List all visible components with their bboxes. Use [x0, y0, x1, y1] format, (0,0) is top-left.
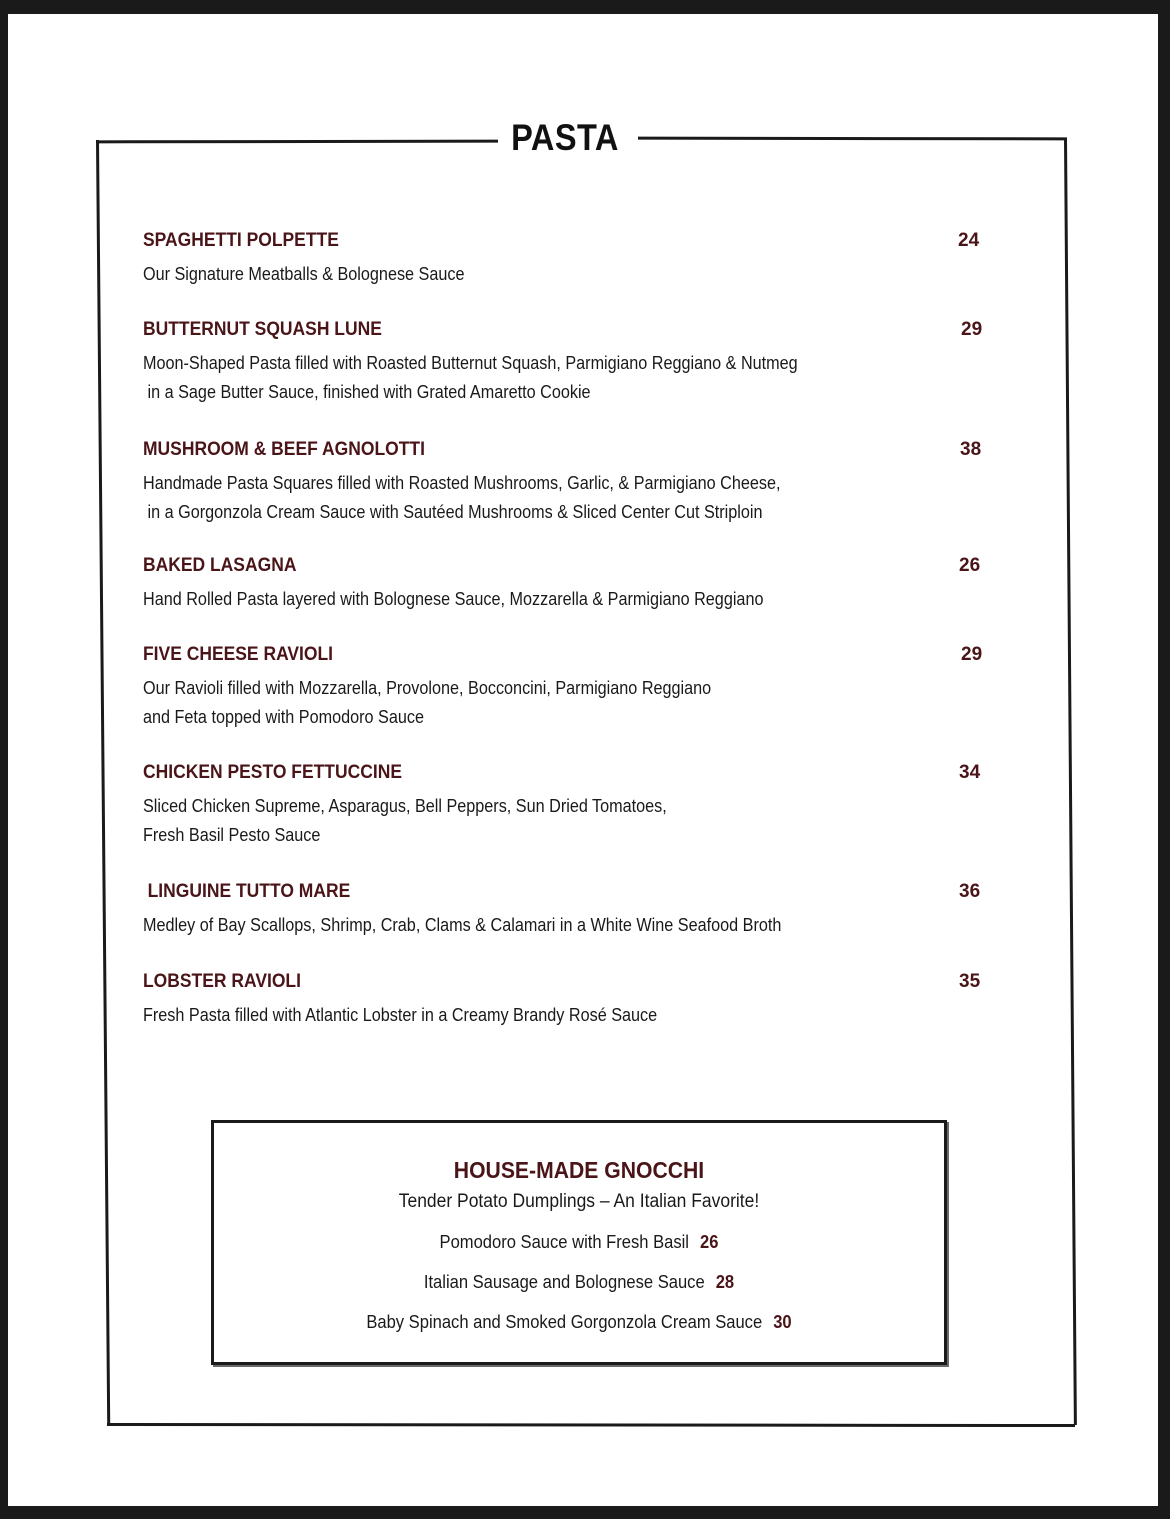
gnocchi-option	[243, 1309, 915, 1335]
gnocchi-section	[211, 1120, 947, 1365]
item-name: MUSHROOM & BEEF AGNOLOTTI	[143, 439, 425, 460]
description-line: Sliced Chicken Supreme, Asparagus, Bell Peppers, Sun Dried Tomatoes,	[143, 796, 667, 816]
item-name: FIVE CHEESE RAVIOLI	[143, 644, 334, 665]
item-price: 35	[959, 971, 981, 992]
item-description	[143, 349, 899, 407]
item-name: SPAGHETTI POLPETTE	[143, 230, 339, 251]
item-description	[143, 469, 899, 527]
menu-item	[143, 439, 983, 527]
description-line: Handmade Pasta Squares filled with Roasted Mushrooms, Garlic, & Parmigiano Cheese,	[143, 473, 781, 493]
item-price: 29	[961, 644, 983, 665]
menu-item	[143, 971, 983, 1030]
item-price: 36	[959, 881, 981, 902]
gnocchi-option	[243, 1269, 915, 1295]
item-description	[143, 792, 899, 850]
gnocchi-option-label: Italian Sausage and Bolognese Sauce	[423, 1272, 705, 1292]
gnocchi-option-label: Baby Spinach and Smoked Gorgonzola Cream Sauce	[366, 1312, 763, 1332]
menu-item	[143, 881, 983, 940]
description-line: Hand Rolled Pasta layered with Bolognese Sauce, Mozzarella & Parmigiano Reggiano	[143, 589, 764, 609]
item-name: BAKED LASAGNA	[143, 555, 297, 576]
gnocchi-option-price: 26	[700, 1232, 719, 1252]
gnocchi-option-label: Pomodoro Sauce with Fresh Basil	[439, 1232, 689, 1252]
item-name: LINGUINE TUTTO MARE	[147, 881, 351, 902]
description-line: in a Sage Butter Sauce, finished with Grated Amaretto Cookie	[147, 382, 591, 402]
description-line: Our Ravioli filled with Mozzarella, Provolone, Bocconcini, Parmigiano Reggiano	[143, 678, 712, 698]
description-line: Fresh Basil Pesto Sauce	[143, 825, 321, 845]
gnocchi-option	[243, 1229, 915, 1255]
description-line: Our Signature Meatballs & Bolognese Sauce	[143, 264, 465, 284]
description-line: in a Gorgonzola Cream Sauce with Sautéed Mushrooms & Sliced Center Cut Striploin	[147, 502, 763, 522]
item-name: CHICKEN PESTO FETTUCCINE	[143, 762, 402, 783]
description-line: Fresh Pasta filled with Atlantic Lobster in a Creamy Brandy Rosé Sauce	[143, 1005, 658, 1025]
menu-item	[143, 230, 983, 289]
item-description	[143, 911, 899, 940]
description-line: Medley of Bay Scallops, Shrimp, Crab, Clams & Calamari in a White Wine Seafood Broth	[143, 915, 782, 935]
gnocchi-option-price: 28	[715, 1272, 735, 1292]
item-description	[143, 260, 899, 289]
menu-item	[143, 555, 983, 614]
item-price: 26	[959, 555, 981, 576]
gnocchi-title: HOUSE-MADE GNOCCHI	[453, 1157, 705, 1183]
item-name: LOBSTER RAVIOLI	[143, 971, 301, 992]
item-price: 29	[961, 319, 983, 340]
description-line: and Feta topped with Pomodoro Sauce	[143, 707, 424, 727]
item-price: 24	[958, 230, 980, 251]
item-description	[143, 1001, 899, 1030]
item-name: BUTTERNUT SQUASH LUNE	[143, 319, 382, 340]
item-description	[143, 674, 899, 732]
item-price: 38	[960, 439, 982, 460]
menu-item	[143, 644, 983, 732]
item-price: 34	[959, 762, 981, 783]
description-line: Moon-Shaped Pasta filled with Roasted Butternut Squash, Parmigiano Reggiano & Nutmeg	[143, 353, 798, 373]
page-title: PASTA	[511, 117, 619, 158]
item-description	[143, 585, 899, 614]
menu-item	[143, 762, 983, 850]
menu-item	[143, 319, 983, 407]
gnocchi-subtitle: Tender Potato Dumplings – An Italian Favorite!	[398, 1191, 760, 1212]
gnocchi-option-price: 30	[773, 1312, 792, 1332]
